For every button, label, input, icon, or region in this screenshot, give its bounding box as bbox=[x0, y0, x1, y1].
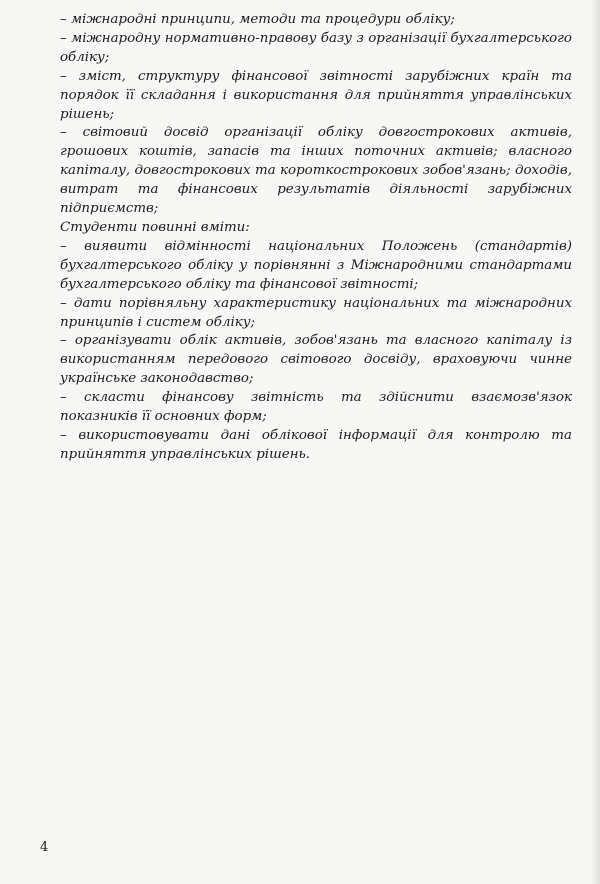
list-item-organize-accounting: – організувати облік активів, зобов'язань та власного капіталу із використанням передового світового досвіду, враховуючи чинне українське законодавство; bbox=[60, 333, 572, 387]
list-item-differences: – виявити відмінності національних Положень (стандартів) бухгалтерського обліку у порівнянні з Міжнародними стандартами бухгалтерського обліку та фінансової звітності; bbox=[60, 238, 572, 292]
list-item-principles: – міжнародні принципи, методи та процедури обліку; bbox=[60, 12, 455, 27]
section-heading-skills: Студенти повинні вміти: bbox=[60, 219, 250, 235]
body-text bbox=[60, 11, 572, 465]
list-item-comparison: – дати порівняльну характеристику національних та міжнародних принципів і систем обліку; bbox=[60, 295, 572, 330]
list-item-regulatory-base: – міжнародну нормативно-правову базу з організації бухгалтерського обліку; bbox=[60, 30, 572, 65]
list-item-world-experience: – світовий досвід організації обліку довгострокових активів, грошових коштів, запасів та інших поточних активів; власного капіталу, довгострокових та короткострокових зобов'язань; доходів, витрат та фінансових результатів діяльності зарубіжних підприємств; bbox=[60, 125, 572, 217]
list-item-compile-reports: – скласти фінансову звітність та здійснити взаємозв'язок показників її основних форм; bbox=[60, 390, 572, 425]
page-number: 4 bbox=[40, 840, 49, 855]
page-edge-shadow bbox=[590, 0, 600, 884]
list-item-use-information: – використовувати дані облікової інформації для контролю та прийняття управлінських рішень. bbox=[60, 427, 572, 462]
list-item-financial-statements: – зміст, структуру фінансової звітності зарубіжних країн та порядок її складання і використання для прийняття управлінських рішень; bbox=[60, 68, 572, 122]
